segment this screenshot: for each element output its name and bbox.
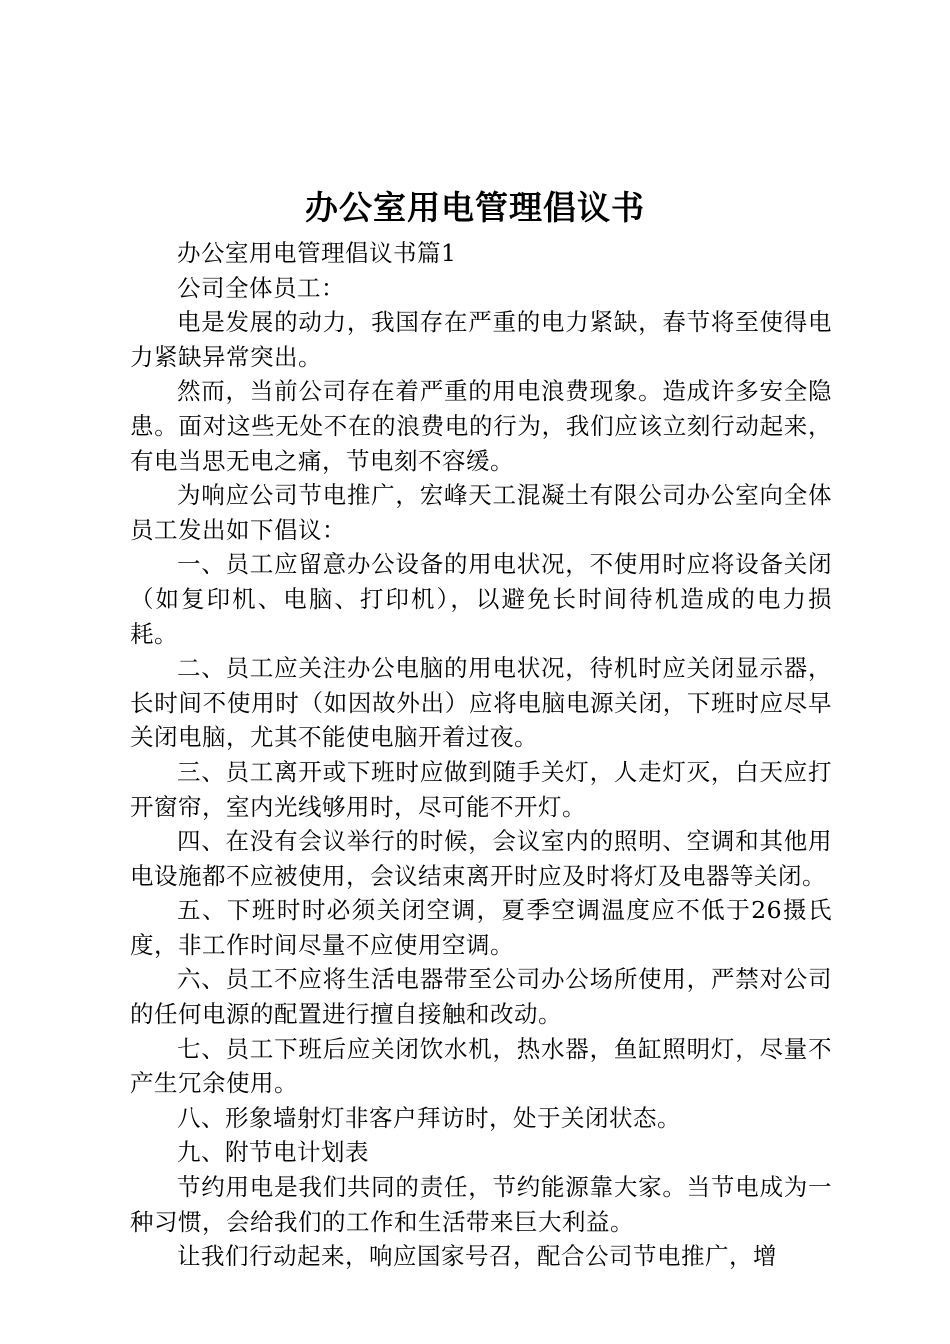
paragraph-item-9: 九、附节电计划表 [177,1138,369,1167]
paragraph: 节约用电是我们共同的责任，节约能源靠大家。当节电成为一种习惯，会给我们的工作和生活带来巨大利益。 [130,1173,832,1236]
document-title: 办公室用电管理倡议书 [305,188,645,227]
paragraph-item-7: 七、员工下班后应关闭饮水机，热水器，鱼缸照明灯，尽量不产生冗余使用。 [130,1034,832,1098]
paragraph: 让我们行动起来，响应国家号召，配合公司节电推广，增 [177,1242,777,1271]
paragraph-item-5: 五、下班时时必须关闭空调，夏季空调温度应不低于26摄氏度，非工作时间尽量不应使用空调。 [130,896,832,959]
paragraph-heading: 办公室用电管理倡议书篇1 [177,239,457,267]
paragraph-item-2: 二、员工应关注办公电脑的用电状况，待机时应关闭显示器，长时间不使用时（如因故外出）应将电脑电源关闭，下班时应尽早关闭电脑，尤其不能使电脑开着过夜。 [130,654,832,752]
paragraph-item-6: 六、员工不应将生活电器带至公司办公场所使用，严禁对公司的任何电源的配置进行擅自接触和改动。 [130,965,832,1029]
paragraph-item-4: 四、在没有会议举行的时候，会议室内的照明、空调和其他用电设施都不应被使用，会议结束离开时应及时将灯及电器等关闭。 [130,827,832,890]
paragraph-salutation: 公司全体员工： [177,273,345,302]
document-body [130,236,832,1274]
paragraph-item-1: 一、员工应留意办公设备的用电状况，不使用时应将设备关闭（如复印机、电脑、打印机），以避免长时间待机造成的电力损耗。 [130,550,832,648]
paragraph: 为响应公司节电推广，宏峰天工混凝土有限公司办公室向全体员工发出如下倡议： [130,481,832,544]
paragraph: 然而，当前公司存在着严重的用电浪费现象。造成许多安全隐患。面对这些无处不在的浪费电的行为，我们应该立刻行动起来，有电当思无电之痛，节电刻不容缓。 [130,377,832,475]
paragraph-item-3: 三、员工离开或下班时应做到随手关灯，人走灯灭，白天应打开窗帘，室内光线够用时，尽可能不开灯。 [130,757,832,821]
paragraph-item-8: 八、形象墙射灯非客户拜访时，处于关闭状态。 [177,1103,681,1132]
paragraph: 电是发展的动力，我国存在严重的电力紧缺，春节将至使得电力紧缺异常突出。 [130,308,832,371]
